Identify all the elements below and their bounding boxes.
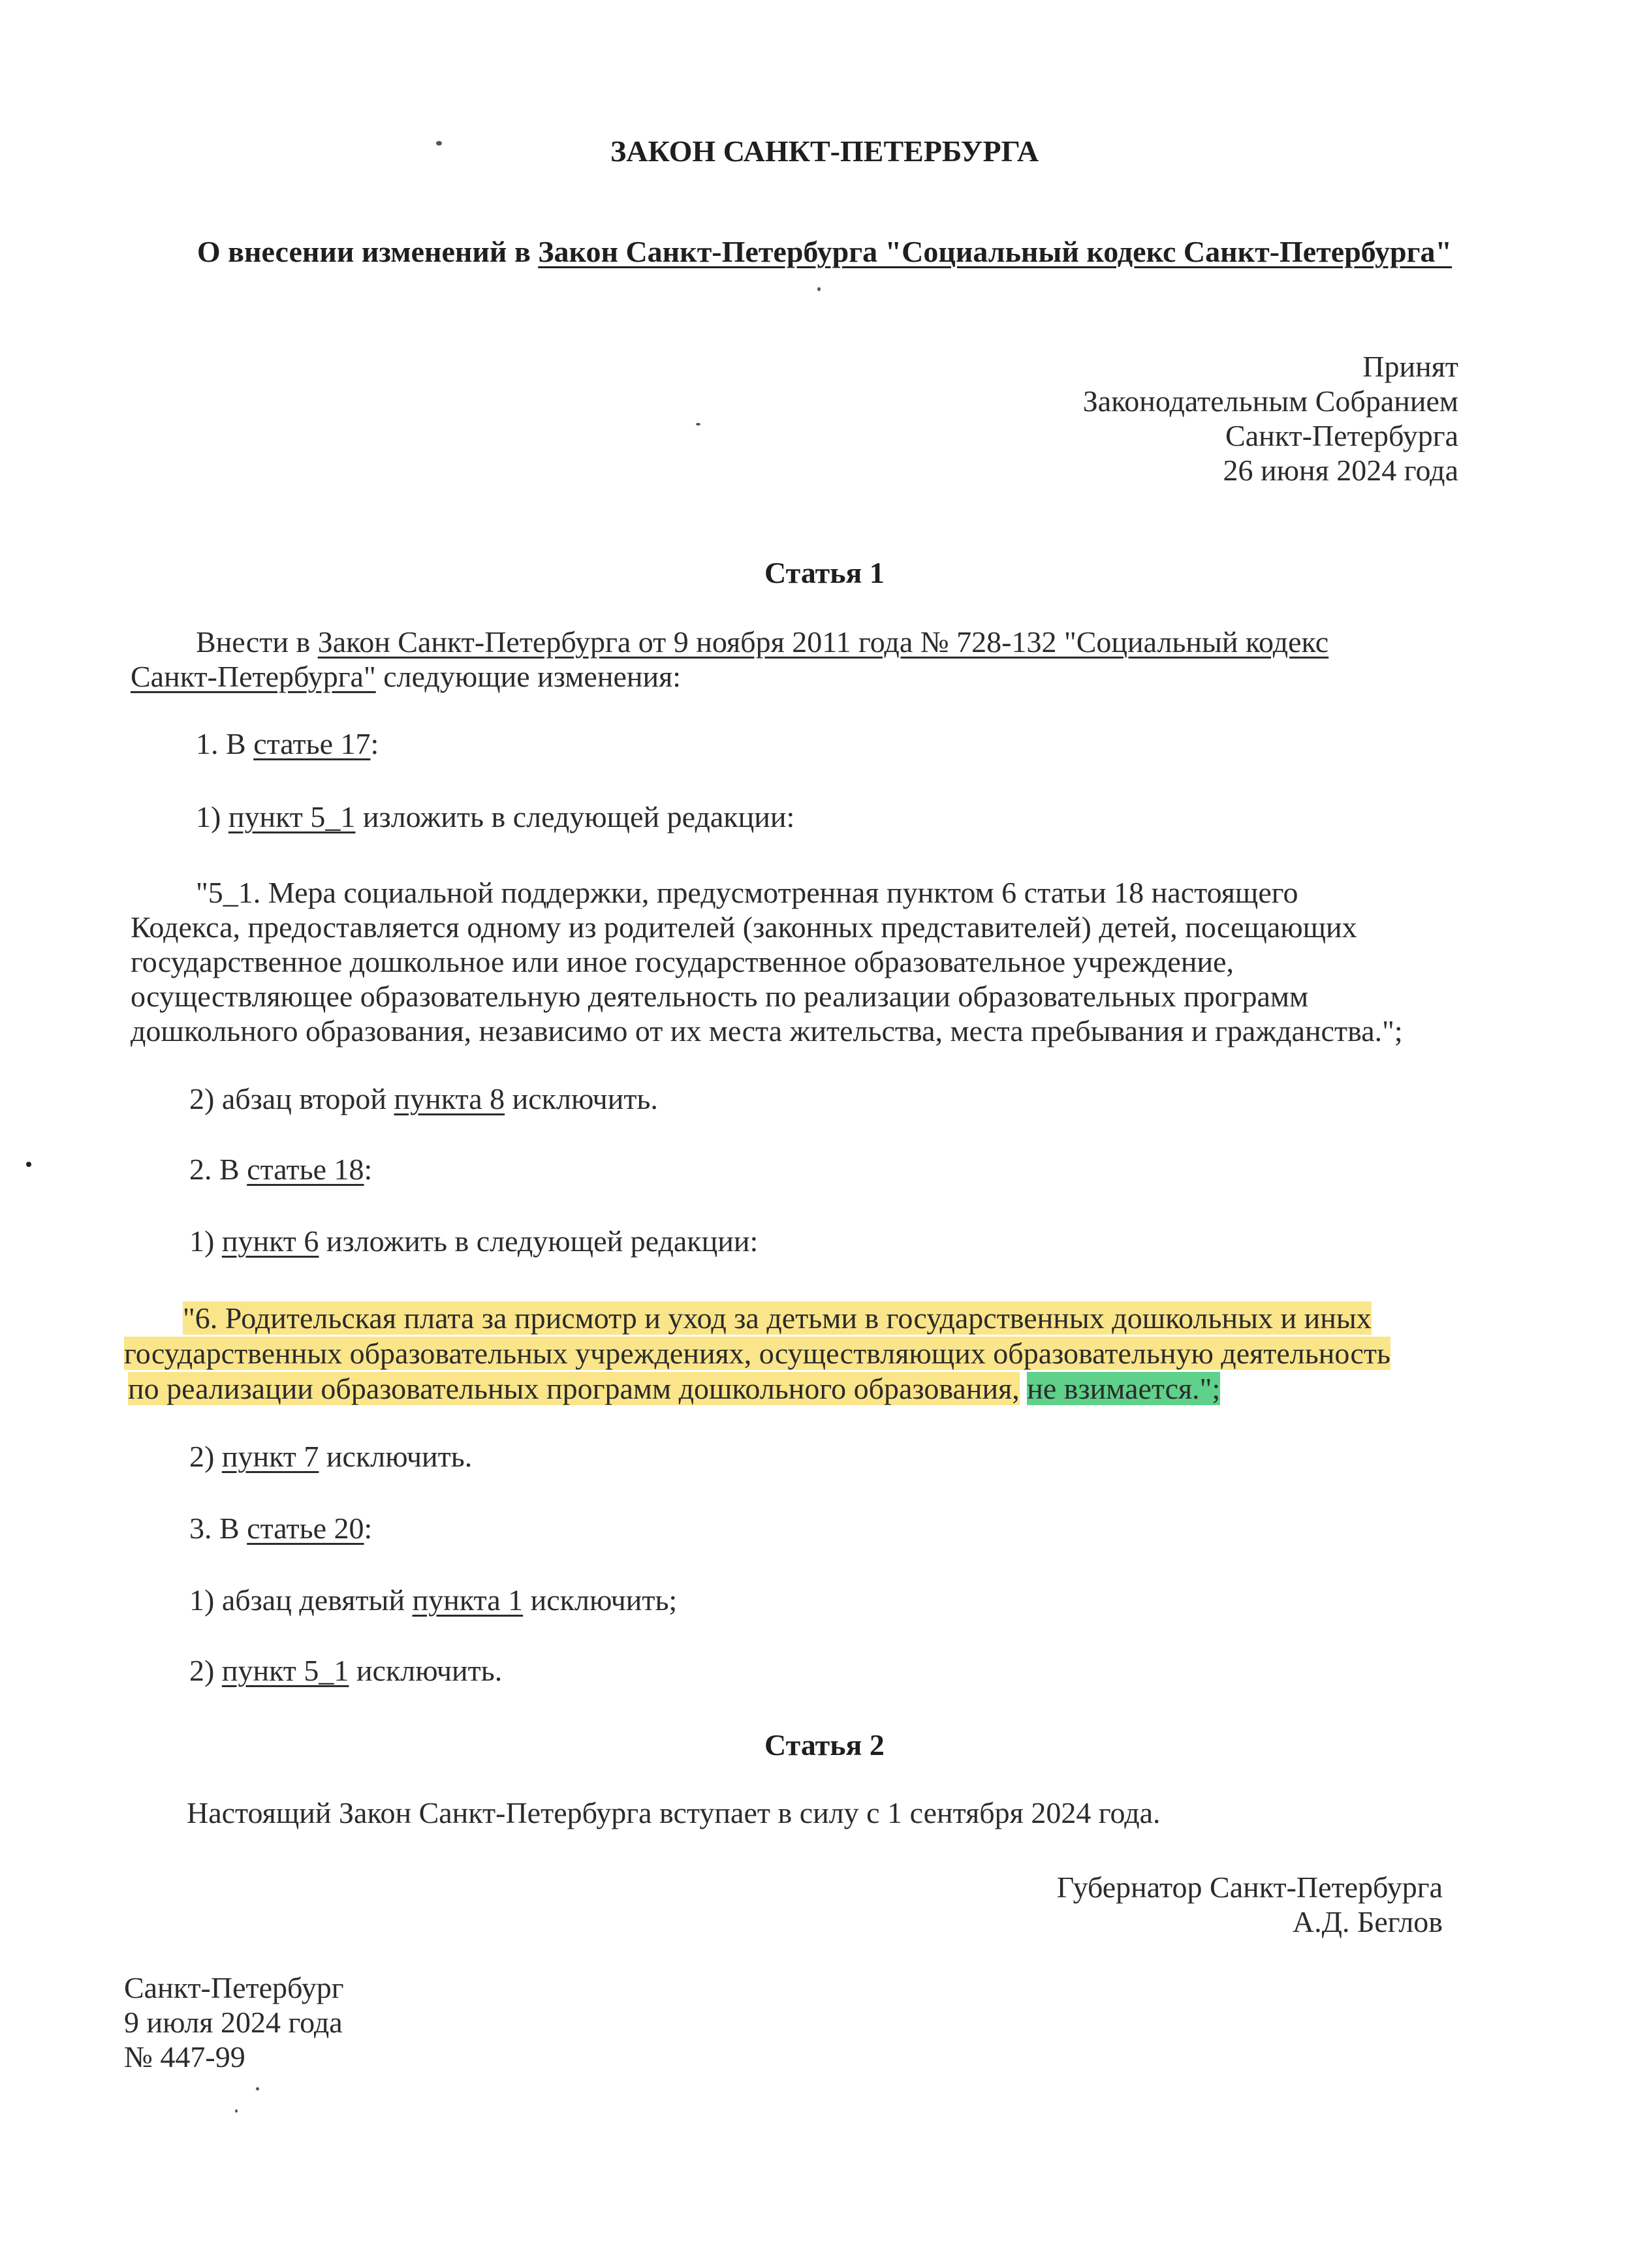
item-3-2 — [189, 1654, 502, 1688]
footer-number: № 447-99 — [124, 2040, 245, 2074]
item-3-prefix: 3. В — [189, 1512, 247, 1545]
point-5-1-link[interactable]: пункт 5_1 — [228, 800, 356, 833]
item-2-1 — [189, 1224, 758, 1258]
item-3-1-suffix: исключить; — [523, 1583, 678, 1617]
quote-2-not-charged-text: не взимается."; — [1027, 1372, 1221, 1405]
item-1-2-suffix: исключить. — [505, 1082, 658, 1115]
item-3-suffix: : — [364, 1512, 373, 1545]
footer-date: 9 июля 2024 года — [124, 2006, 343, 2039]
item-2-prefix: 2. В — [189, 1153, 247, 1186]
item-1-2-prefix: 2) абзац второй — [189, 1082, 394, 1115]
item-1-1 — [196, 800, 794, 834]
subtitle-law-link[interactable]: Закон Санкт-Петербурга "Социальный кодекс Санкт-Петербурга" — [538, 235, 1453, 268]
item-1-prefix: 1. В — [196, 727, 254, 760]
item-1-suffix: : — [370, 727, 379, 760]
quote-2-line-2 — [124, 1337, 1390, 1371]
scan-speck — [235, 2109, 238, 2113]
article-1-intro-line-2 — [131, 660, 681, 694]
signature-position: Губернатор Санкт-Петербурга — [1056, 1871, 1443, 1904]
quote-1-line-5: дошкольного образования, независимо от их места жительства, места пребывания и гражданства."; — [131, 1014, 1403, 1048]
law-subtitle — [0, 235, 1649, 269]
article-18-link[interactable]: статье 18 — [247, 1153, 364, 1186]
item-3 — [189, 1512, 372, 1546]
subtitle-prefix: О внесении изменений в — [196, 235, 539, 268]
quote-1-line-3: государственное дошкольное или иное государственное образовательное учреждение, — [131, 945, 1234, 978]
item-1-1-prefix: 1) — [196, 800, 228, 833]
quote-2-line-1-text: "6. Родительская плата за присмотр и уход за детьми в государственных дошкольных и иных — [183, 1301, 1372, 1335]
item-2-suffix: : — [364, 1153, 373, 1186]
quote-2-line-3 — [128, 1372, 1220, 1406]
item-2 — [189, 1153, 372, 1187]
article-2-heading: Статья 2 — [764, 1728, 885, 1762]
point-1-link[interactable]: пункта 1 — [412, 1583, 524, 1617]
item-3-2-prefix: 2) — [189, 1654, 222, 1687]
scan-speck — [817, 287, 821, 291]
intro-prefix: Внести в — [196, 625, 318, 659]
quote-1-line-2: Кодекса, предоставляется одному из родителей (законных представителей) детей, посещающих — [131, 910, 1357, 944]
item-3-1-prefix: 1) абзац девятый — [189, 1583, 413, 1617]
adoption-line-accepted: Принят — [1362, 350, 1458, 383]
signature-name: А.Д. Беглов — [1292, 1905, 1443, 1938]
quote-1-line-1: "5_1. Мера социальной поддержки, предусмотренная пунктом 6 статьи 18 настоящего — [196, 876, 1298, 909]
point-6-link[interactable]: пункт 6 — [221, 1224, 319, 1258]
item-1 — [196, 727, 379, 761]
item-2-1-suffix: изложить в следующей редакции: — [319, 1224, 759, 1258]
item-2-2-suffix: исключить. — [319, 1440, 473, 1473]
article-1-heading: Статья 1 — [764, 556, 885, 589]
social-code-link[interactable]: Закон Санкт-Петербурга от 9 ноября 2011 года № 728-132 "Социальный кодекс — [317, 625, 1329, 659]
quote-1-line-4: осуществляющее образовательную деятельность по реализации образовательных программ — [131, 980, 1309, 1013]
adoption-line-assembly: Законодательным Собранием — [1082, 384, 1458, 418]
article-2-text: Настоящий Закон Санкт-Петербурга вступает в силу с 1 сентября 2024 года. — [187, 1796, 1161, 1829]
item-3-2-suffix: исключить. — [349, 1654, 503, 1687]
item-1-2 — [189, 1082, 658, 1116]
intro-suffix: следующие изменения: — [375, 660, 682, 693]
article-1-intro-line-1 — [196, 625, 1328, 659]
quote-2-line-3-text: по реализации образовательных программ дошкольного образования, — [128, 1372, 1020, 1405]
footer-city: Санкт-Петербург — [124, 1971, 344, 2004]
law-title: ЗАКОН САНКТ-ПЕТЕРБУРГА — [610, 134, 1039, 168]
article-20-link[interactable]: статье 20 — [247, 1512, 364, 1545]
item-2-1-prefix: 1) — [189, 1224, 222, 1258]
point-7-link[interactable]: пункт 7 — [221, 1440, 319, 1473]
point-8-link[interactable]: пункта 8 — [394, 1082, 505, 1115]
social-code-link-cont[interactable]: Санкт-Петербурга" — [131, 660, 376, 693]
quote-2-line-2-text: государственных образовательных учреждениях, осуществляющих образовательную деятельность — [124, 1337, 1390, 1370]
item-2-2-prefix: 2) — [189, 1440, 222, 1473]
adoption-line-city: Санкт-Петербурга — [1225, 419, 1458, 452]
item-2-2 — [189, 1440, 472, 1474]
scan-speck — [26, 1162, 31, 1167]
item-1-1-suffix: изложить в следующей редакции: — [355, 800, 795, 833]
scan-speck — [256, 2087, 259, 2090]
adoption-line-date: 26 июня 2024 года — [1223, 454, 1458, 487]
item-3-1 — [189, 1583, 677, 1617]
scan-speck — [696, 423, 700, 426]
quote-2-line-1 — [183, 1301, 1372, 1335]
article-17-link[interactable]: статье 17 — [253, 727, 371, 760]
point-5-1-link-2[interactable]: пункт 5_1 — [221, 1654, 349, 1687]
